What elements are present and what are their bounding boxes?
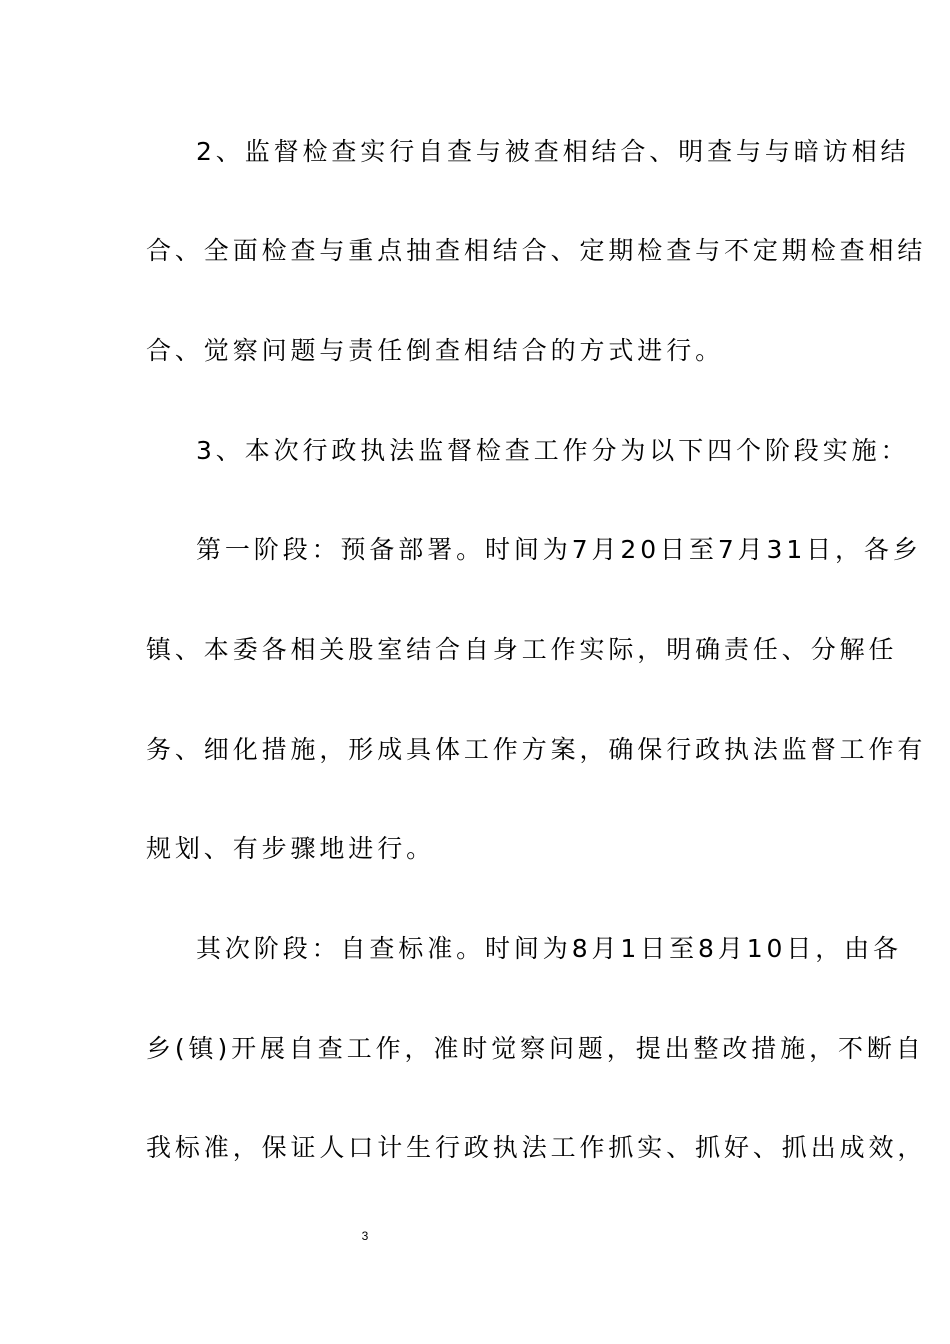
paragraph-line: 2、监督检查实行自查与被查相结合、明查与与暗访相结 xyxy=(196,137,910,166)
paragraph-line: 规划、有步骤地进行。 xyxy=(146,834,436,863)
paragraph-line: 镇、本委各相关股室结合自身工作实际，明确责任、分解任 xyxy=(146,635,898,664)
paragraph-line: 合、觉察问题与责任倒查相结合的方式进行。 xyxy=(146,336,725,365)
paragraph-line: 合、全面检查与重点抽查相结合、定期检查与不定期检查相结 xyxy=(146,236,927,265)
paragraph-line: 务、细化措施，形成具体工作方案，确保行政执法监督工作有 xyxy=(146,735,927,764)
paragraph-line: 乡(镇)开展自查工作，准时觉察问题，提出整改措施，不断自 xyxy=(146,1034,925,1063)
paragraph-line: 第一阶段：预备部署。时间为7月20日至7月31日，各乡 xyxy=(196,535,922,564)
paragraph-line: 其次阶段：自查标准。时间为8月1日至8月10日，由各 xyxy=(196,934,902,963)
paragraph-line: 我标准，保证人口计生行政执法工作抓实、抓好、抓出成效， xyxy=(146,1133,927,1162)
page-number: 3 xyxy=(361,1229,369,1243)
paragraph-line: 3、本次行政执法监督检查工作分为以下四个阶段实施： xyxy=(196,436,910,465)
